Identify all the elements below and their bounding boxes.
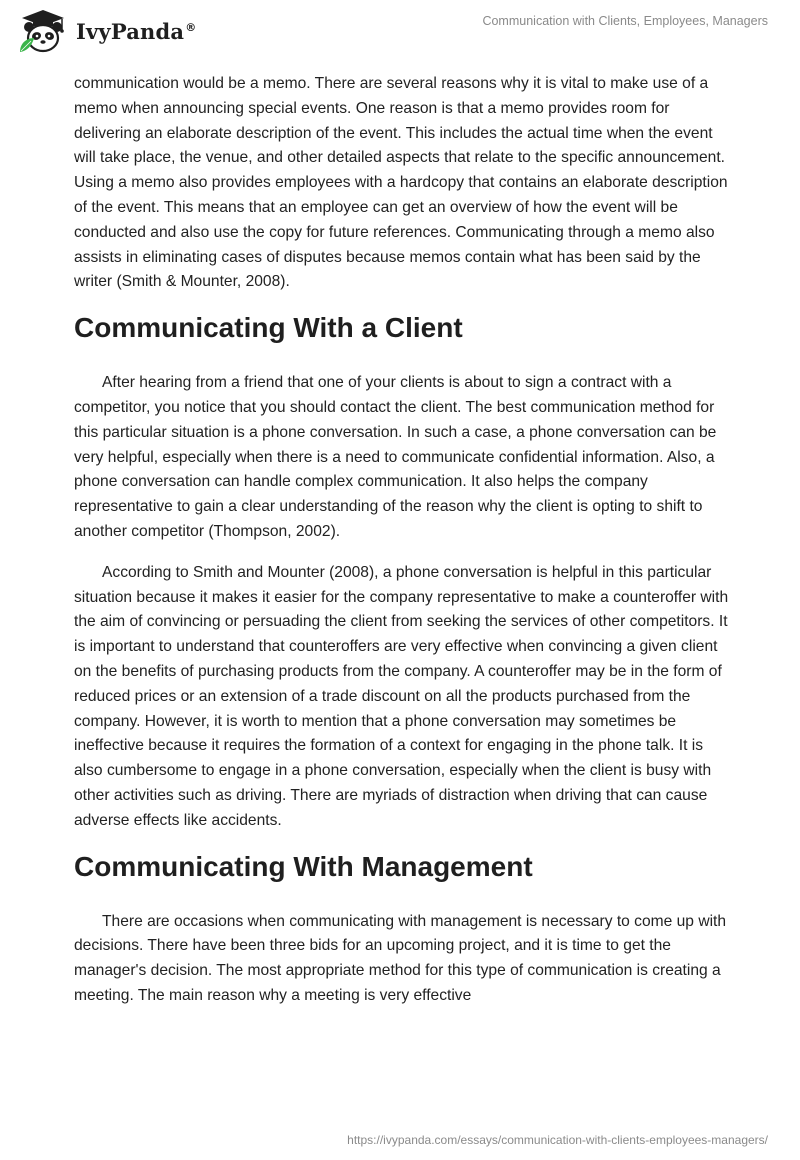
paragraph-client-phone: After hearing from a friend that one of your clients is about to sign a contract with a competitor, you notice that you should contact the client. The best communication method for this particular situation is a phone conversation. In such a case, a phone conversation can be very helpful, especially when there is a need to communicate confidential information. Also, a phone conversation can handle complex communication. It also helps the company representative to gain a clear understanding of the reason why the client is opting to shift to another competitor (Thompson, 2002). [74,374,717,540]
document-title: Communication with Clients, Employees, Managers [482,14,768,28]
essay-content [74,72,734,1025]
paragraph-memo-continued: communication would be a memo. There are several reasons why it is vital to make use of a memo when announcing special events. One reason is that a memo provides room for delivering an elaborate description of the event. This includes the actual time when the event will take place, the venue, and other detailed aspects that relate to the specific announcement. Using a memo also provides employees with a hardcopy that contains an elaborate description of the event. This means that an employee can get an overview of how the event will be conducted and also use the copy for future references. Communicating through a memo also assists in eliminating cases of disputes because memos contain what has been said by the writer (Smith & Mounter, 2008). [74,75,728,291]
paragraph-management-meeting: There are occasions when communicating with management is necessary to come up with decisions. There have been three bids for an upcoming project, and it is time to get the manager's decision. The most appropriate method for this type of communication is creating a meeting. The main reason why a meeting is very effective [74,912,727,1004]
heading-communicating-with-client: Communicating With a Client [74,312,463,344]
ivypanda-logo[interactable] [16,8,196,54]
brand-name: IvyPanda® [76,18,197,44]
panda-graduate-icon [16,8,70,54]
registered-mark: ® [185,20,197,34]
paragraph-client-counteroffer: According to Smith and Mounter (2008), a phone conversation is helpful in this particular situation because it makes it easier for the company representative to make a counteroffer with the aim of convincing or persuading the client from seeking the services of other competitors. It is important to understand that counteroffers are very effective when convincing a given client on the benefits of purchasing products from the company. A counteroffer may be in the form of reduced prices or an extension of a trade discount on all the products purchased from the company. However, it is worth to mention that a phone conversation may sometimes be ineffective because it requires the formation of a context for engaging in the phone talk. It is also cumbersome to engage in a phone conversation, especially when the client is busy with other activities such as driving. There are myriads of distraction when driving that can cause adverse effects like accidents. [74,563,729,829]
source-url[interactable]: https://ivypanda.com/essays/communication-with-clients-employees-managers/ [347,1133,768,1147]
heading-communicating-with-management: Communicating With Management [74,850,533,882]
page-header [0,0,800,66]
